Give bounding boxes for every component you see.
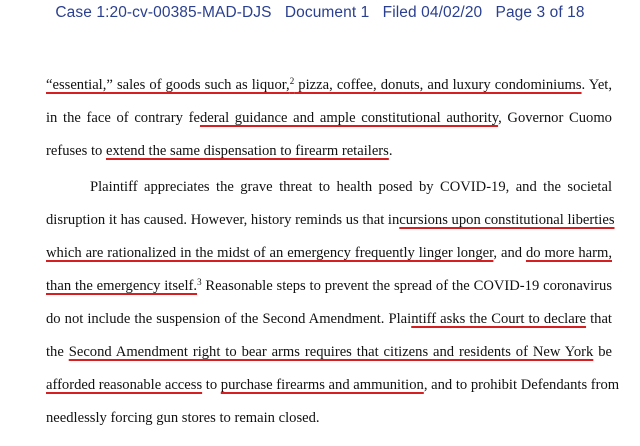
footnote-ref-3[interactable]: 3 [197, 277, 202, 287]
case-header [0, 4, 640, 22]
underlined-text: afforded reasonable access [46, 377, 203, 393]
text-line-10: afforded reasonable access to purchase firearms and ammunition, and to prohibit Defendants from [46, 377, 620, 393]
text-line-3: refuses to extend the same dispensation to firearm retailers. [46, 143, 393, 159]
text-line-2: in the face of contrary federal guidance and ample constitutional authority, Governor Cuomo [46, 110, 612, 126]
footnote-ref-2[interactable]: 2 [289, 76, 295, 86]
text-line-6: which are rationalized in the midst of an emergency frequently linger longer, and do more harm, [46, 245, 612, 261]
text-line-5: disruption it has caused. However, history reminds us that incursions upon constitutional liberties [46, 212, 615, 228]
underlined-text: than the emergency itself. [46, 278, 198, 294]
underlined-text: Second Amendment right to bear arms requires that citizens and residents of New York [68, 344, 594, 360]
text-line-9: the Second Amendment right to bear arms requires that citizens and residents of New York be [46, 344, 612, 360]
document-number: Document 1 [284, 4, 370, 21]
case-number: Case 1:20-cv-00385-MAD-DJS [55, 4, 272, 21]
underlined-text: cursions upon constitutional liberties [399, 212, 615, 228]
underlined-text: ntiff asks the Court to declare [411, 311, 587, 327]
underlined-text: deral guidance and ample constitutional authority [199, 110, 499, 126]
underlined-text: extend the same dispensation to firearm retailers [105, 143, 389, 159]
text-line-8: do not include the suspension of the Second Amendment. Plaintiff asks the Court to declare that [46, 311, 612, 327]
underlined-text: do more harm, [525, 245, 612, 261]
text-line-1: “essential,” sales of goods such as liquor,$^2$ pizza, coffee, donuts, and luxury condominiums. Yet, [46, 76, 613, 93]
text-line-4: Plaintiff appreciates the grave threat to health posed by COVID-19, and the societal [90, 179, 612, 195]
underlined-text: purchase firearms and ammunition [220, 377, 424, 393]
text-line-7: than the emergency itself.$^3$ Reasonable steps to prevent the spread of the COVID-19 coronavirus [46, 277, 612, 294]
underlined-text: which are rationalized in the midst of an emergency frequently linger longer [46, 245, 494, 261]
filed-date: Filed 04/02/20 [382, 4, 483, 21]
underlined-text: “essential,” sales of goods such as liquor,$^2$ pizza, coffee, donuts, and luxury condominiums [46, 76, 582, 93]
page-indicator: Page 3 of 18 [495, 4, 585, 21]
text-line-11: needlessly forcing gun stores to remain closed. [46, 410, 320, 426]
